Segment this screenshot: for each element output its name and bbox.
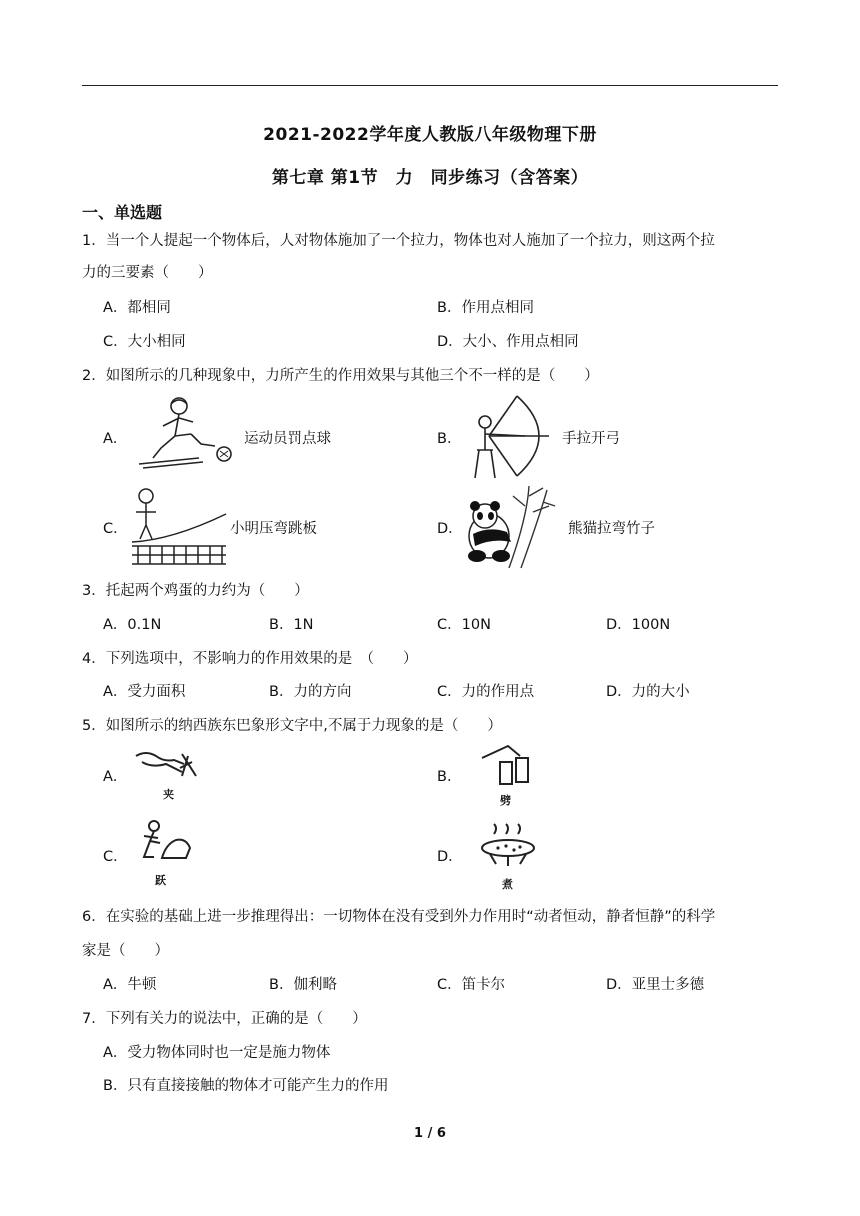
q4-option-a: A．受力面积 <box>103 684 186 700</box>
q7-stem: 7．下列有关力的说法中，正确的是（ ） <box>82 1011 367 1027</box>
q6-option-b: B．伽利略 <box>269 977 337 993</box>
panda-bamboo-illustration <box>463 482 559 570</box>
q2-caption-c: 小明压弯跳板 <box>230 521 317 537</box>
q6-option-a: A．牛顿 <box>103 977 157 993</box>
document-subtitle: 第七章 第1节 力 同步练习（含答案） <box>271 168 589 188</box>
q5-stem: 5．如图所示的纳西族东巴象形文字中,不属于力现象的是（ ） <box>82 718 502 734</box>
penalty-kick-illustration <box>135 394 235 472</box>
q7-option-a: A．受力物体同时也一定是施力物体 <box>103 1045 331 1061</box>
q7-option-b: B．只有直接接触的物体才可能产生力的作用 <box>103 1078 389 1094</box>
q5-option-c: C． <box>103 849 128 865</box>
q2-caption-d: 熊猫拉弯竹子 <box>568 521 655 537</box>
q4-option-c: C．力的作用点 <box>437 684 535 700</box>
q2-option-d: D． <box>437 521 463 537</box>
q4-stem: 4．下列选项中，不影响力的作用效果的是 （ ） <box>82 651 418 667</box>
q3-option-b: B．1N <box>269 617 314 633</box>
q5-option-a: A． <box>103 769 128 785</box>
springboard-illustration <box>128 484 228 568</box>
q6-stem-line1: 6．在实验的基础上进一步推理得出：一切物体在没有受到外力作用时“动者恒动，静者恒静”的科学 <box>82 909 716 925</box>
q4-option-b: B．力的方向 <box>269 684 352 700</box>
section-heading: 一、单选题 <box>82 203 163 222</box>
q6-option-c: C．笛卡尔 <box>437 977 506 993</box>
q1-stem-line2: 力的三要素（ ） <box>82 265 213 281</box>
q5-option-b: B． <box>437 769 462 785</box>
q2-option-b: B． <box>437 431 462 447</box>
q2-stem: 2．如图所示的几种现象中，力所产生的作用效果与其他三个不一样的是（ ） <box>82 368 599 384</box>
clamp-glyph-illustration <box>132 748 202 782</box>
q1-option-a: A．都相同 <box>103 300 171 316</box>
q6-option-d: D．亚里士多德 <box>606 977 705 993</box>
q6-stem-line2: 家是（ ） <box>82 943 169 959</box>
q5-glyph-d: 煮 <box>502 878 513 891</box>
q1-option-d: D．大小、作用点相同 <box>437 334 579 350</box>
q3-option-a: A．0.1N <box>103 617 162 633</box>
document-title: 2021-2022学年度人教版八年级物理下册 <box>263 125 597 145</box>
split-glyph-illustration <box>476 742 536 788</box>
q5-option-d: D． <box>437 849 463 865</box>
q5-glyph-a: 夹 <box>163 788 174 801</box>
page-number: 1 / 6 <box>414 1126 446 1141</box>
q2-caption-b: 手拉开弓 <box>562 431 620 447</box>
q1-option-b: B．作用点相同 <box>437 300 534 316</box>
q2-caption-a: 运动员罚点球 <box>244 431 331 447</box>
q5-glyph-c: 跃 <box>155 874 166 887</box>
q3-stem: 3．托起两个鸡蛋的力约为（ ） <box>82 583 309 599</box>
q1-stem-line1: 1．当一个人提起一个物体后，人对物体施加了一个拉力，物体也对人施加了一个拉力，则这两个拉 <box>82 233 715 249</box>
archer-bow-illustration <box>465 392 555 480</box>
q5-glyph-b: 劈 <box>500 794 511 807</box>
q3-option-c: C．10N <box>437 617 491 633</box>
q1-option-c: C．大小相同 <box>103 334 186 350</box>
q2-option-c: C． <box>103 521 128 537</box>
q4-option-d: D．力的大小 <box>606 684 690 700</box>
boil-glyph-illustration <box>476 820 542 870</box>
header-rule <box>82 85 778 86</box>
leap-glyph-illustration <box>138 818 194 866</box>
q3-option-d: D．100N <box>606 617 671 633</box>
q2-option-a: A． <box>103 431 128 447</box>
